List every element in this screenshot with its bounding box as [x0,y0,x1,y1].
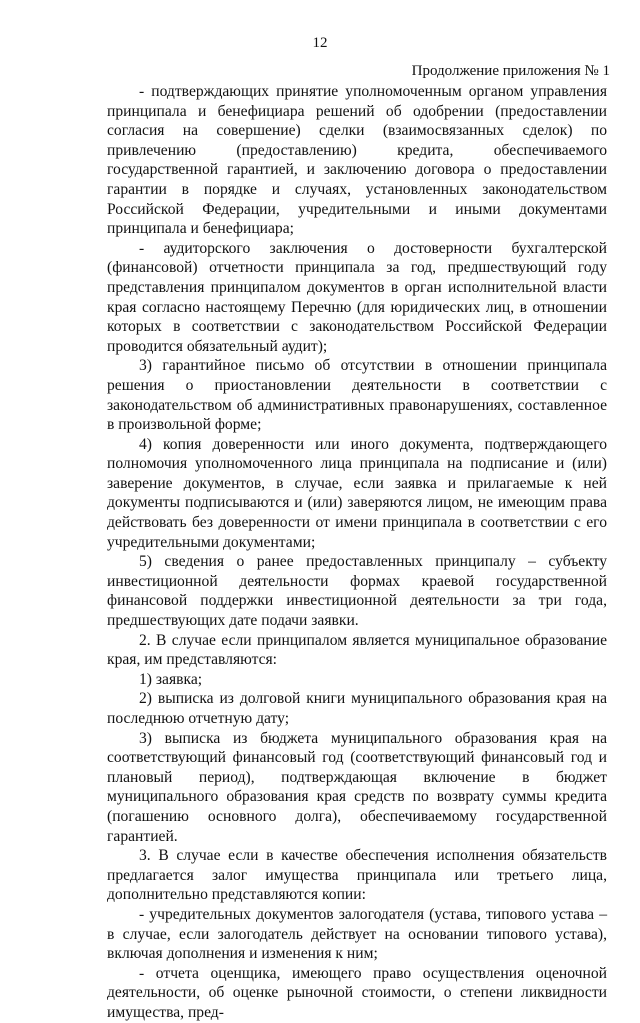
paragraph-debt-book-extract: 2) выписка из долговой книги муниципального образования края на последнюю отчетную дату; [107,690,607,727]
paragraph-previous-support: 5) сведения о ранее предоставленных принципалу – субъекту инвестиционной деятельности формах краевой государственной финансовой поддержки инвестиционной деятельности за три года, предшествующих дате подачи заявки. [107,553,607,630]
paragraph-collateral-pledge: 3. В случае если в качестве обеспечения исполнения обязательств предлагается залог имущества принципала или третьего лица, дополнительно представляются копии: [107,847,607,904]
paragraph-audit-report: - аудиторского заключения о достоверности бухгалтерской (финансовой) отчетности принципала за год, предшествующий году представления принципалом документов в орган исполнительной власти края согласно настоящему Перечню (для юридических лиц, в отношении которых в соответствии с законодательством Российской Федерации проводится обязательный аудит); [107,239,607,355]
paragraph-budget-extract: 3) выписка из бюджета муниципального образования края на соответствующий финансовый год (соответствующий финансовый год и плановый период), подтверждающая включение в бюджет муниципального образования края средств по возврату суммы кредита (погашению основного долга), обеспечиваемому государственной гарантией. [107,729,607,845]
paragraph-application: 1) заявка; [139,670,203,688]
paragraph-power-of-attorney: 4) копия доверенности или иного документа, подтверждающего полномочия уполномоченного лица принципала на подписание и (или) заверение документов, в случае, если заявка и прилагаемые к ней документы подписываются и (или) заверяются лицом, не имеющим права действовать без доверенности от имени принципала в соответствии с его учредительными документами; [107,435,607,551]
document-body [107,82,607,1023]
paragraph-approval-decisions: - подтверждающих принятие уполномоченным органом управления принципала и бенефициара решений об одобрении (предоставлении согласия на совершение) сделки (взаимосвязанных сделок) по привлечению (предоставлению) кредита, обеспечиваемого государственной гарантией, и заключению договора о предоставлении гарантии в порядке и случаях, установленных законодательством Российской Федерации, учредительными и иными документами принципала и бенефициара; [107,83,607,238]
paragraph-pledger-documents: - учредительных документов залогодателя (устава, типового устава – в случае, если залогодатель действует на основании типового устава), включая дополнения и изменения к ним; [107,905,607,963]
paragraph-municipal-principal: 2. В случае если принципалом является муниципальное образование края, им представляются: [107,631,607,669]
paragraph-guarantee-letter: 3) гарантийное письмо об отсутствии в отношении принципала решения о приостановлении деятельности в соответствии с законодательством об административных правонарушениях, составленное в произвольной форме; [107,357,607,434]
page-number: 12 [312,35,328,51]
appendix-continuation-label: Продолжение приложения № 1 [411,63,610,79]
paragraph-appraiser-report: - отчета оценщика, имеющего право осуществления оценочной деятельности, об оценке рыночной стоимости, о степени ликвидности имущества, пред- [107,964,607,1021]
